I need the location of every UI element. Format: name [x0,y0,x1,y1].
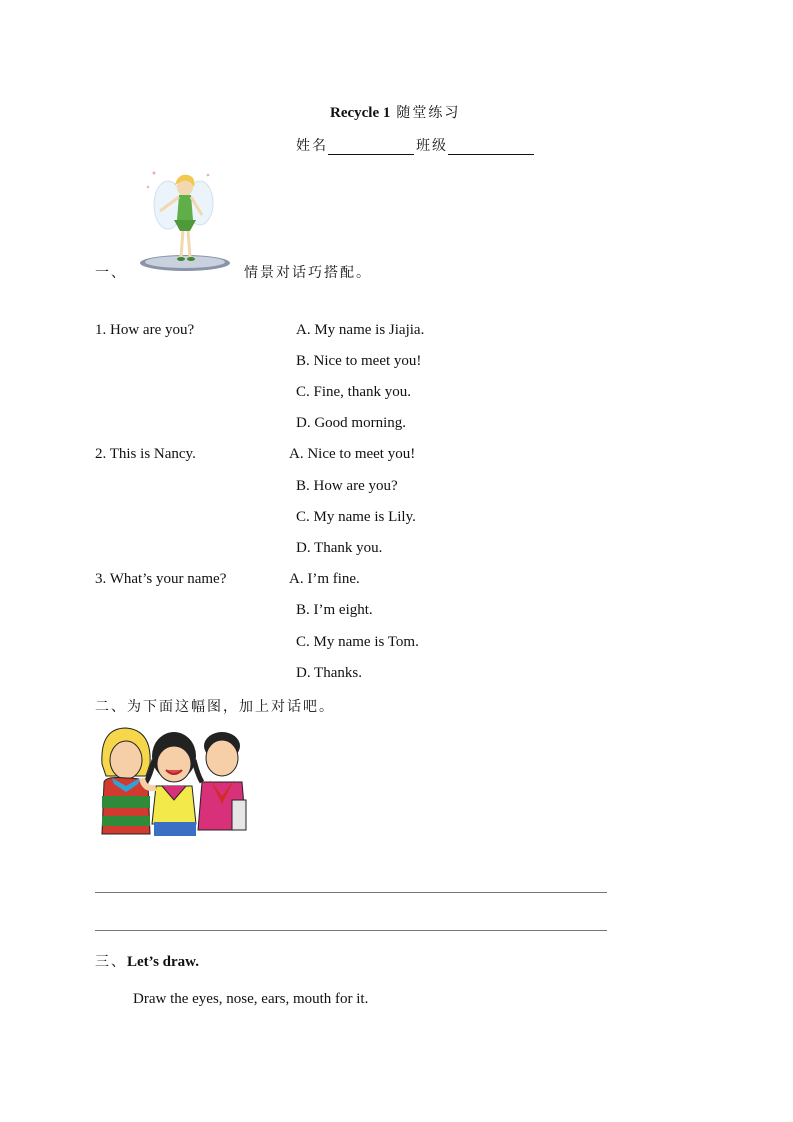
section1-instruction: 情景对话巧搭配。 [244,265,372,281]
question-3: 3. What’s your name? [95,571,227,587]
section1-number: 一、 [95,265,127,281]
q2-option-a[interactable]: A. Nice to meet you! [289,446,416,462]
question-1: 1. How are you? [95,322,195,338]
three-children-illustration [98,724,248,838]
class-label: 班级 [416,138,448,154]
section3-heading: Let’s draw. [127,954,199,970]
q3-option-b[interactable]: B. I’m eight. [296,602,373,618]
title-cn: 随堂练习 [396,105,461,121]
q3-option-c[interactable]: C. My name is Tom. [296,634,419,650]
answer-line-1[interactable] [95,892,607,893]
q1-option-b[interactable]: B. Nice to meet you! [296,353,422,369]
title-en: Recycle 1 [330,105,391,121]
section2-heading: 二、为下面这幅图，加上对话吧。 [95,699,335,715]
section3-heading-row [95,951,199,971]
question-2: 2. This is Nancy. [95,446,196,462]
q2-option-c[interactable]: C. My name is Lily. [296,509,416,525]
page-title [330,102,460,122]
section3-instruction: Draw the eyes, nose, ears, mouth for it. [133,991,369,1007]
section3-number: 三、 [95,954,127,970]
q3-option-a[interactable]: A. I’m fine. [289,571,360,587]
q2-option-d[interactable]: D. Thank you. [296,540,383,556]
q1-option-a[interactable]: A. My name is Jiajia. [296,322,425,338]
name-class-row [296,135,536,155]
answer-line-2[interactable] [95,930,607,931]
fairy-figure-icon [138,165,232,273]
q3-option-d[interactable]: D. Thanks. [296,665,362,681]
q1-option-d[interactable]: D. Good morning. [296,415,406,431]
q1-option-c[interactable]: C. Fine, thank you. [296,384,411,400]
q2-option-b[interactable]: B. How are you? [296,478,398,494]
name-label: 姓名 [296,138,328,154]
class-blank[interactable] [448,138,534,155]
name-blank[interactable] [328,138,414,155]
